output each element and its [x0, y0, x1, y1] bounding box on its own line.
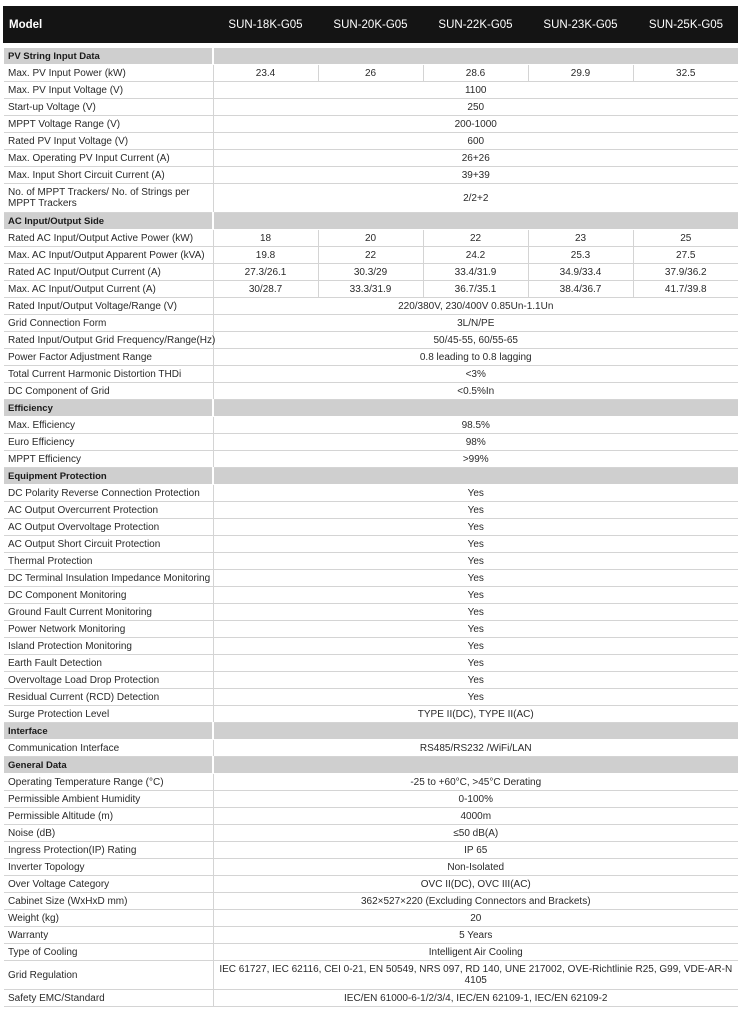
spec-row [4, 502, 738, 519]
model-column-header: SUN-25K-G05 [633, 6, 738, 43]
spec-value-shared: Yes [213, 604, 738, 621]
spec-value-shared: Yes [213, 502, 738, 519]
spec-label: Max. Input Short Circuit Current (A) [4, 167, 213, 184]
spec-row [4, 553, 738, 570]
spec-label: Noise (dB) [4, 825, 213, 842]
spec-row [4, 706, 738, 723]
spec-row [4, 655, 738, 672]
spec-label: Permissible Altitude (m) [4, 808, 213, 825]
spec-row [4, 961, 738, 990]
spec-row [4, 247, 738, 264]
spec-label: Surge Protection Level [4, 706, 213, 723]
spec-label: AC Output Short Circuit Protection [4, 536, 213, 553]
section-header [4, 48, 738, 65]
spec-row [4, 689, 738, 706]
spec-row [4, 876, 738, 893]
spec-value-shared: 26+26 [213, 150, 738, 167]
spec-row [4, 451, 738, 468]
spec-row [4, 133, 738, 150]
spec-value-shared: ≤50 dB(A) [213, 825, 738, 842]
spec-row [4, 434, 738, 451]
spec-label: DC Terminal Insulation Impedance Monitoring [4, 570, 213, 587]
spec-row [4, 893, 738, 910]
spec-value-shared: 600 [213, 133, 738, 150]
header-row [4, 6, 738, 43]
spec-value-per-model: 25 [633, 230, 738, 247]
spec-label: Permissible Ambient Humidity [4, 791, 213, 808]
spec-value-shared: <0.5%In [213, 383, 738, 400]
spec-value-shared: Yes [213, 553, 738, 570]
spec-label: Ingress Protection(IP) Rating [4, 842, 213, 859]
spec-value-per-model: 30.3/29 [318, 264, 423, 281]
section-header [4, 400, 738, 417]
spec-table [3, 6, 738, 1007]
spec-label: Earth Fault Detection [4, 655, 213, 672]
spec-value-shared: OVC II(DC), OVC III(AC) [213, 876, 738, 893]
section-header-fill [213, 757, 738, 774]
spec-value-shared: 0.8 leading to 0.8 lagging [213, 349, 738, 366]
spec-value-per-model: 30/28.7 [213, 281, 318, 298]
spec-value-per-model: 24.2 [423, 247, 528, 264]
spec-value-per-model: 27.3/26.1 [213, 264, 318, 281]
spec-row [4, 167, 738, 184]
spec-value-shared: Intelligent Air Cooling [213, 944, 738, 961]
spec-value-shared: IEC/EN 61000-6-1/2/3/4, IEC/EN 62109-1, IEC/EN 62109-2 [213, 990, 738, 1007]
section-header-fill [213, 213, 738, 230]
spec-label: Rated AC Input/Output Active Power (kW) [4, 230, 213, 247]
model-column-header: SUN-20K-G05 [318, 6, 423, 43]
section-header [4, 468, 738, 485]
spec-row [4, 485, 738, 502]
spec-value-per-model: 33.3/31.9 [318, 281, 423, 298]
spec-label: Inverter Topology [4, 859, 213, 876]
spec-sheet [3, 6, 737, 1007]
spec-label: Rated PV Input Voltage (V) [4, 133, 213, 150]
section-title: General Data [4, 757, 213, 774]
spec-row [4, 927, 738, 944]
spec-row [4, 116, 738, 133]
spec-label: Cabinet Size (WxHxD mm) [4, 893, 213, 910]
spec-label: Thermal Protection [4, 553, 213, 570]
spec-label: AC Output Overvoltage Protection [4, 519, 213, 536]
spec-value-per-model: 22 [423, 230, 528, 247]
spec-label: Max. Operating PV Input Current (A) [4, 150, 213, 167]
model-column-header: SUN-18K-G05 [213, 6, 318, 43]
spec-row [4, 366, 738, 383]
spec-row [4, 859, 738, 876]
spec-value-shared: 2/2+2 [213, 184, 738, 213]
spec-value-shared: Yes [213, 621, 738, 638]
spec-row [4, 281, 738, 298]
spec-value-per-model: 22 [318, 247, 423, 264]
spec-value-shared: Yes [213, 587, 738, 604]
spec-label: Max. AC Input/Output Current (A) [4, 281, 213, 298]
spec-label: Grid Regulation [4, 961, 213, 990]
section-title: Interface [4, 723, 213, 740]
spec-label: MPPT Voltage Range (V) [4, 116, 213, 133]
spec-value-per-model: 23 [528, 230, 633, 247]
spec-value-per-model: 23.4 [213, 65, 318, 82]
spec-value-per-model: 28.6 [423, 65, 528, 82]
spec-value-shared: TYPE II(DC), TYPE II(AC) [213, 706, 738, 723]
section-header [4, 723, 738, 740]
spec-value-per-model: 38.4/36.7 [528, 281, 633, 298]
spec-label: AC Output Overcurrent Protection [4, 502, 213, 519]
spec-label: Power Factor Adjustment Range [4, 349, 213, 366]
spec-value-per-model: 41.7/39.8 [633, 281, 738, 298]
spec-value-per-model: 27.5 [633, 247, 738, 264]
spec-value-shared: IP 65 [213, 842, 738, 859]
spec-value-shared: Non-Isolated [213, 859, 738, 876]
spec-row [4, 298, 738, 315]
spec-row [4, 990, 738, 1007]
section-header-fill [213, 468, 738, 485]
spec-value-shared: 362×527×220 (Excluding Connectors and Brackets) [213, 893, 738, 910]
spec-value-shared: Yes [213, 536, 738, 553]
spec-value-shared: IEC 61727, IEC 62116, CEI 0-21, EN 50549, NRS 097, RD 140, UNE 217002, OVE-Richtlinie R25, G99, VDE-AR-N 4105 [213, 961, 738, 990]
spec-value-per-model: 33.4/31.9 [423, 264, 528, 281]
spec-row [4, 315, 738, 332]
spec-label: DC Component of Grid [4, 383, 213, 400]
spec-value-shared: -25 to +60°C, >45°C Derating [213, 774, 738, 791]
section-header-fill [213, 48, 738, 65]
section-header [4, 757, 738, 774]
spec-row [4, 332, 738, 349]
spec-value-shared: 3L/N/PE [213, 315, 738, 332]
spec-row [4, 99, 738, 116]
spec-value-shared: 1100 [213, 82, 738, 99]
spec-value-shared: >99% [213, 451, 738, 468]
spec-row [4, 570, 738, 587]
spec-value-shared: Yes [213, 638, 738, 655]
spec-row [4, 349, 738, 366]
section-title: PV String Input Data [4, 48, 213, 65]
spec-value-per-model: 26 [318, 65, 423, 82]
spec-value-shared: Yes [213, 519, 738, 536]
spec-label: Start-up Voltage (V) [4, 99, 213, 116]
spec-row [4, 808, 738, 825]
spec-value-shared: 0-100% [213, 791, 738, 808]
spec-label: Weight (kg) [4, 910, 213, 927]
section-title: Efficiency [4, 400, 213, 417]
spec-label: Grid Connection Form [4, 315, 213, 332]
spec-value-shared: 5 Years [213, 927, 738, 944]
spec-value-shared: Yes [213, 485, 738, 502]
model-column-header: SUN-23K-G05 [528, 6, 633, 43]
spec-value-shared: 50/45-55, 60/55-65 [213, 332, 738, 349]
spec-value-shared: Yes [213, 689, 738, 706]
spec-value-shared: <3% [213, 366, 738, 383]
spec-row [4, 587, 738, 604]
spec-label: Rated Input/Output Grid Frequency/Range(Hz) [4, 332, 213, 349]
spec-value-shared: 20 [213, 910, 738, 927]
spec-value-per-model: 37.9/36.2 [633, 264, 738, 281]
spec-value-shared: 250 [213, 99, 738, 116]
section-title: AC Input/Output Side [4, 213, 213, 230]
model-column-header: SUN-22K-G05 [423, 6, 528, 43]
spec-table-body [4, 6, 738, 1007]
spec-row [4, 910, 738, 927]
spec-label: Max. AC Input/Output Apparent Power (kVA) [4, 247, 213, 264]
spec-value-shared: 200-1000 [213, 116, 738, 133]
spec-label: Warranty [4, 927, 213, 944]
spec-row [4, 536, 738, 553]
spec-row [4, 842, 738, 859]
spec-label: Max. PV Input Power (kW) [4, 65, 213, 82]
spec-label: Type of Cooling [4, 944, 213, 961]
spec-label: DC Component Monitoring [4, 587, 213, 604]
spec-row [4, 264, 738, 281]
spec-row [4, 791, 738, 808]
spec-value-shared: Yes [213, 570, 738, 587]
spec-label: Rated AC Input/Output Current (A) [4, 264, 213, 281]
spec-label: Max. PV Input Voltage (V) [4, 82, 213, 99]
spec-value-per-model: 19.8 [213, 247, 318, 264]
spec-row [4, 82, 738, 99]
spec-row [4, 150, 738, 167]
spec-label: Operating Temperature Range (°C) [4, 774, 213, 791]
spec-label: DC Polarity Reverse Connection Protection [4, 485, 213, 502]
spec-row [4, 672, 738, 689]
spec-row [4, 825, 738, 842]
spec-row [4, 740, 738, 757]
spec-value-shared: Yes [213, 655, 738, 672]
spec-value-shared: RS485/RS232 /WiFi/LAN [213, 740, 738, 757]
spec-row [4, 944, 738, 961]
spec-label: No. of MPPT Trackers/ No. of Strings per MPPT Trackers [4, 184, 213, 213]
spec-value-per-model: 36.7/35.1 [423, 281, 528, 298]
spec-label: Euro Efficiency [4, 434, 213, 451]
spec-row [4, 65, 738, 82]
spec-row [4, 519, 738, 536]
spec-label: Safety EMC/Standard [4, 990, 213, 1007]
spec-value-shared: 98% [213, 434, 738, 451]
spec-row [4, 230, 738, 247]
spec-row [4, 184, 738, 213]
section-title: Equipment Protection [4, 468, 213, 485]
spec-value-per-model: 20 [318, 230, 423, 247]
spec-label: Total Current Harmonic Distortion THDi [4, 366, 213, 383]
spec-value-per-model: 32.5 [633, 65, 738, 82]
section-header-fill [213, 723, 738, 740]
spec-value-shared: 4000m [213, 808, 738, 825]
spec-row [4, 638, 738, 655]
spec-row [4, 417, 738, 434]
spec-row [4, 621, 738, 638]
spec-value-per-model: 25.3 [528, 247, 633, 264]
spec-value-per-model: 34.9/33.4 [528, 264, 633, 281]
spec-label: Residual Current (RCD) Detection [4, 689, 213, 706]
spec-label: Island Protection Monitoring [4, 638, 213, 655]
spec-value-per-model: 29.9 [528, 65, 633, 82]
spec-value-shared: 39+39 [213, 167, 738, 184]
spec-value-per-model: 18 [213, 230, 318, 247]
model-header-label: Model [4, 6, 213, 43]
spec-row [4, 604, 738, 621]
spec-row [4, 383, 738, 400]
spec-row [4, 774, 738, 791]
spec-label: Over Voltage Category [4, 876, 213, 893]
spec-label: Max. Efficiency [4, 417, 213, 434]
spec-label: Power Network Monitoring [4, 621, 213, 638]
spec-label: Ground Fault Current Monitoring [4, 604, 213, 621]
spec-value-shared: 98.5% [213, 417, 738, 434]
section-header-fill [213, 400, 738, 417]
section-header [4, 213, 738, 230]
spec-label: MPPT Efficiency [4, 451, 213, 468]
spec-value-shared: Yes [213, 672, 738, 689]
spec-label: Rated Input/Output Voltage/Range (V) [4, 298, 213, 315]
spec-label: Communication Interface [4, 740, 213, 757]
spec-label: Overvoltage Load Drop Protection [4, 672, 213, 689]
spec-value-shared: 220/380V, 230/400V 0.85Un-1.1Un [213, 298, 738, 315]
